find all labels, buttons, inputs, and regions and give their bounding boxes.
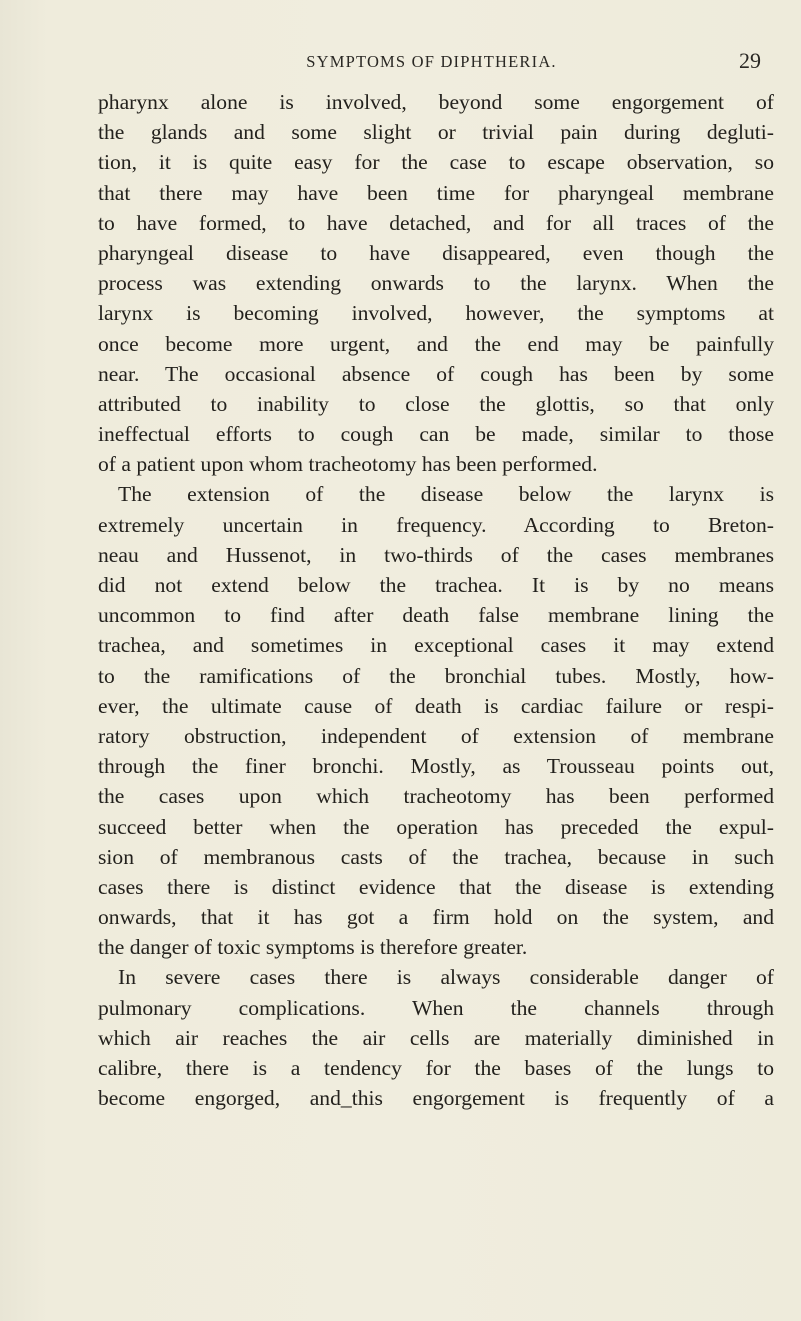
text-line: through the finer bronchi. Mostly, as Trousseau points out, xyxy=(98,754,774,779)
text-line: sion of membranous casts of the trachea, because in such xyxy=(98,844,774,869)
text-line: ratory obstruction, independent of extension of membrane xyxy=(98,723,774,748)
text-line: cases there is distinct evidence that the disease is extending xyxy=(98,874,774,899)
text-line: become engorged, and_this engorgement is frequently of a xyxy=(98,1086,774,1111)
paragraph-start-line: In severe cases there is always considerable danger of xyxy=(118,965,774,990)
text-line: to have formed, to have detached, and for all traces of the xyxy=(98,210,774,235)
text-line: uncommon to find after death false membrane lining the xyxy=(98,603,774,628)
text-line: the cases upon which tracheotomy has been performed xyxy=(98,784,774,809)
text-line: calibre, there is a tendency for the bases of the lungs to xyxy=(98,1056,774,1080)
text-line: near. The occasional absence of cough has been by some xyxy=(98,361,774,386)
text-line: the danger of toxic symptoms is therefore greater. xyxy=(98,935,528,960)
text-line: onwards, that it has got a firm hold on the system, and xyxy=(98,905,774,930)
text-line: ever, the ultimate cause of death is cardiac failure or respi- xyxy=(98,693,774,718)
text-line: trachea, and sometimes in exceptional cases it may extend xyxy=(98,633,774,658)
text-line: process was extending onwards to the larynx. When the xyxy=(98,271,774,296)
text-line: tion, it is quite easy for the case to escape observation, so xyxy=(98,150,774,175)
text-line: did not extend below the trachea. It is by no means xyxy=(98,573,774,597)
text-line: of a patient upon whom tracheotomy has been performed. xyxy=(98,452,598,477)
text-line: pharynx alone is involved, beyond some engorgement of xyxy=(98,90,774,114)
text-line: the glands and some slight or trivial pain during degluti- xyxy=(98,120,774,145)
text-line: once become more urgent, and the end may be painfully xyxy=(98,331,774,356)
text-line: neau and Hussenot, in two-thirds of the cases membranes xyxy=(98,542,774,567)
body-text xyxy=(98,87,774,1113)
text-line: pulmonary complications. When the channels through xyxy=(98,995,774,1020)
text-line: succeed better when the operation has preceded the expul- xyxy=(98,814,774,839)
text-line: to the ramifications of the bronchial tubes. Mostly, how- xyxy=(98,663,774,688)
text-line: attributed to inability to close the glottis, so that only xyxy=(98,391,774,416)
paragraph-start-line: The extension of the disease below the larynx is xyxy=(118,482,774,507)
text-line: ineffectual efforts to cough can be made, similar to those xyxy=(98,422,774,447)
text-line: extremely uncertain in frequency. According to Breton- xyxy=(98,512,774,537)
text-line: pharyngeal disease to have disappeared, even though the xyxy=(98,240,774,265)
text-line: which air reaches the air cells are materially diminished in xyxy=(98,1025,774,1050)
text-line: larynx is becoming involved, however, the symptoms at xyxy=(98,301,774,326)
running-head xyxy=(100,40,763,80)
page-number: 29 xyxy=(739,48,761,73)
text-line: that there may have been time for pharyngeal membrane xyxy=(98,180,774,205)
running-title: SYMPTOMS OF DIPHTHERIA. xyxy=(306,52,557,71)
